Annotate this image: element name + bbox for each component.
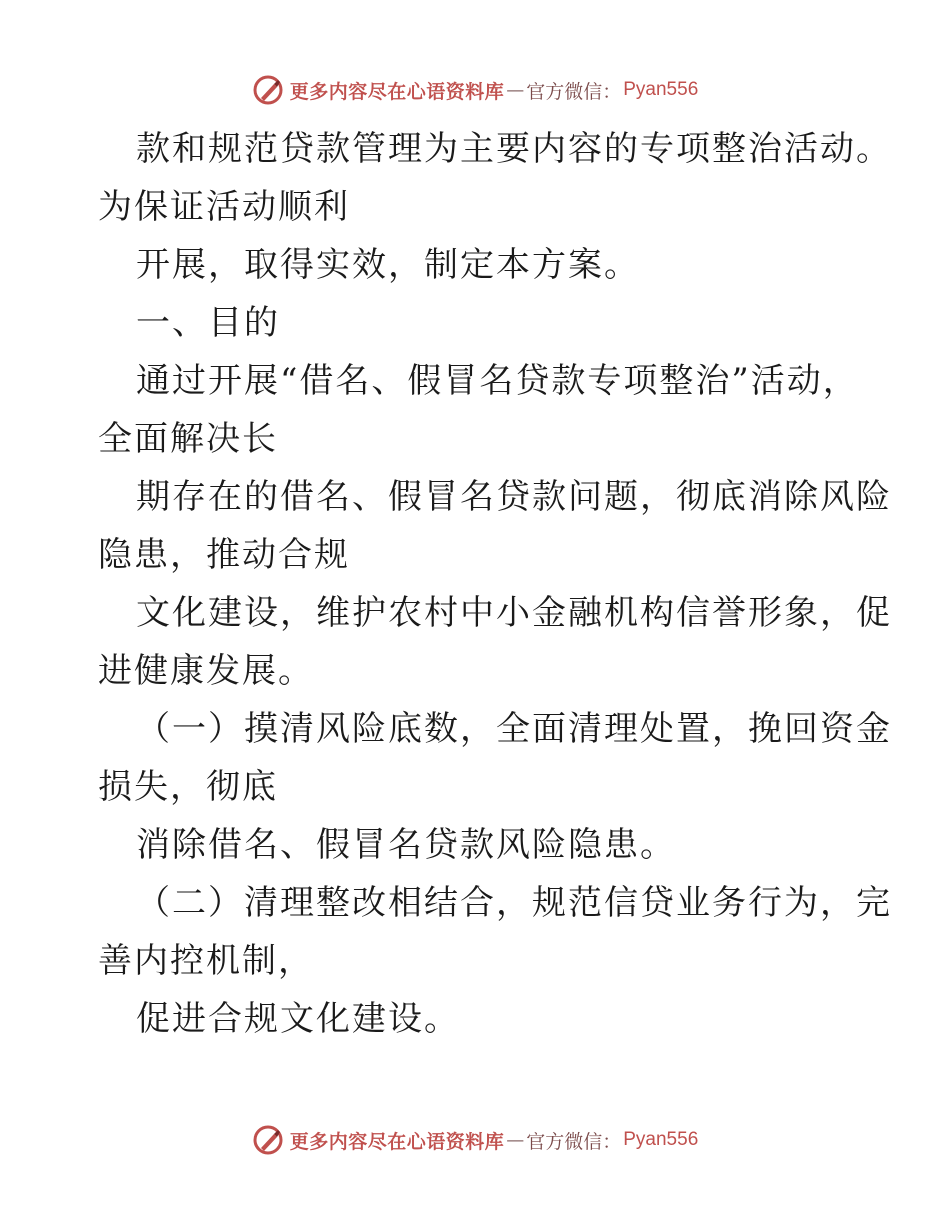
paragraph-line: 隐患，推动合规 [98,535,350,575]
watermark-dash: — [506,1129,525,1151]
paragraph-line: 损失，彻底 [98,767,278,807]
paragraph-line: 期存在的借名、假冒名贷款问题，彻底消除风险 [136,477,892,517]
paragraph-line: 消除借名、假冒名贷款风险隐患。 [136,825,676,865]
paragraph-line: 促进合规文化建设。 [136,999,460,1039]
paragraph-line: （二）清理整改相结合，规范信贷业务行为，完 [136,883,892,923]
pen-logo-icon [252,1124,284,1156]
header-watermark [0,70,950,110]
document-body [98,120,892,1048]
paragraph-line: 通过开展“借名、假冒名贷款专项整治”活动， [136,361,859,401]
paragraph-line: 开展，取得实效，制定本方案。 [136,245,640,285]
watermark-official-label: 官方微信： [526,80,622,103]
watermark-wechat-id: Pyan556 [623,1129,699,1150]
watermark-dash: — [506,79,525,101]
watermark-text: 更多内容尽在心语资料库 [289,1130,505,1153]
footer-watermark [0,1120,950,1160]
paragraph-line: 文化建设，维护农村中小金融机构信誉形象，促 [136,593,892,633]
paragraph-line: 进健康发展。 [98,651,314,691]
paragraph-line: 为保证活动顺利 [98,187,350,227]
paragraph-line: （一）摸清风险底数，全面清理处置，挽回资金 [136,709,892,749]
paragraph-line: 善内控机制， [98,941,314,981]
paragraph-line: 款和规范贷款管理为主要内容的专项整治活动。 [136,129,892,169]
watermark-wechat-id: Pyan556 [623,79,699,100]
watermark-official-label: 官方微信： [526,1130,622,1153]
pen-logo-icon [252,74,284,106]
paragraph-line: 全面解决长 [98,419,278,459]
section-heading: 一、目的 [136,303,280,343]
watermark-text: 更多内容尽在心语资料库 [289,80,505,103]
